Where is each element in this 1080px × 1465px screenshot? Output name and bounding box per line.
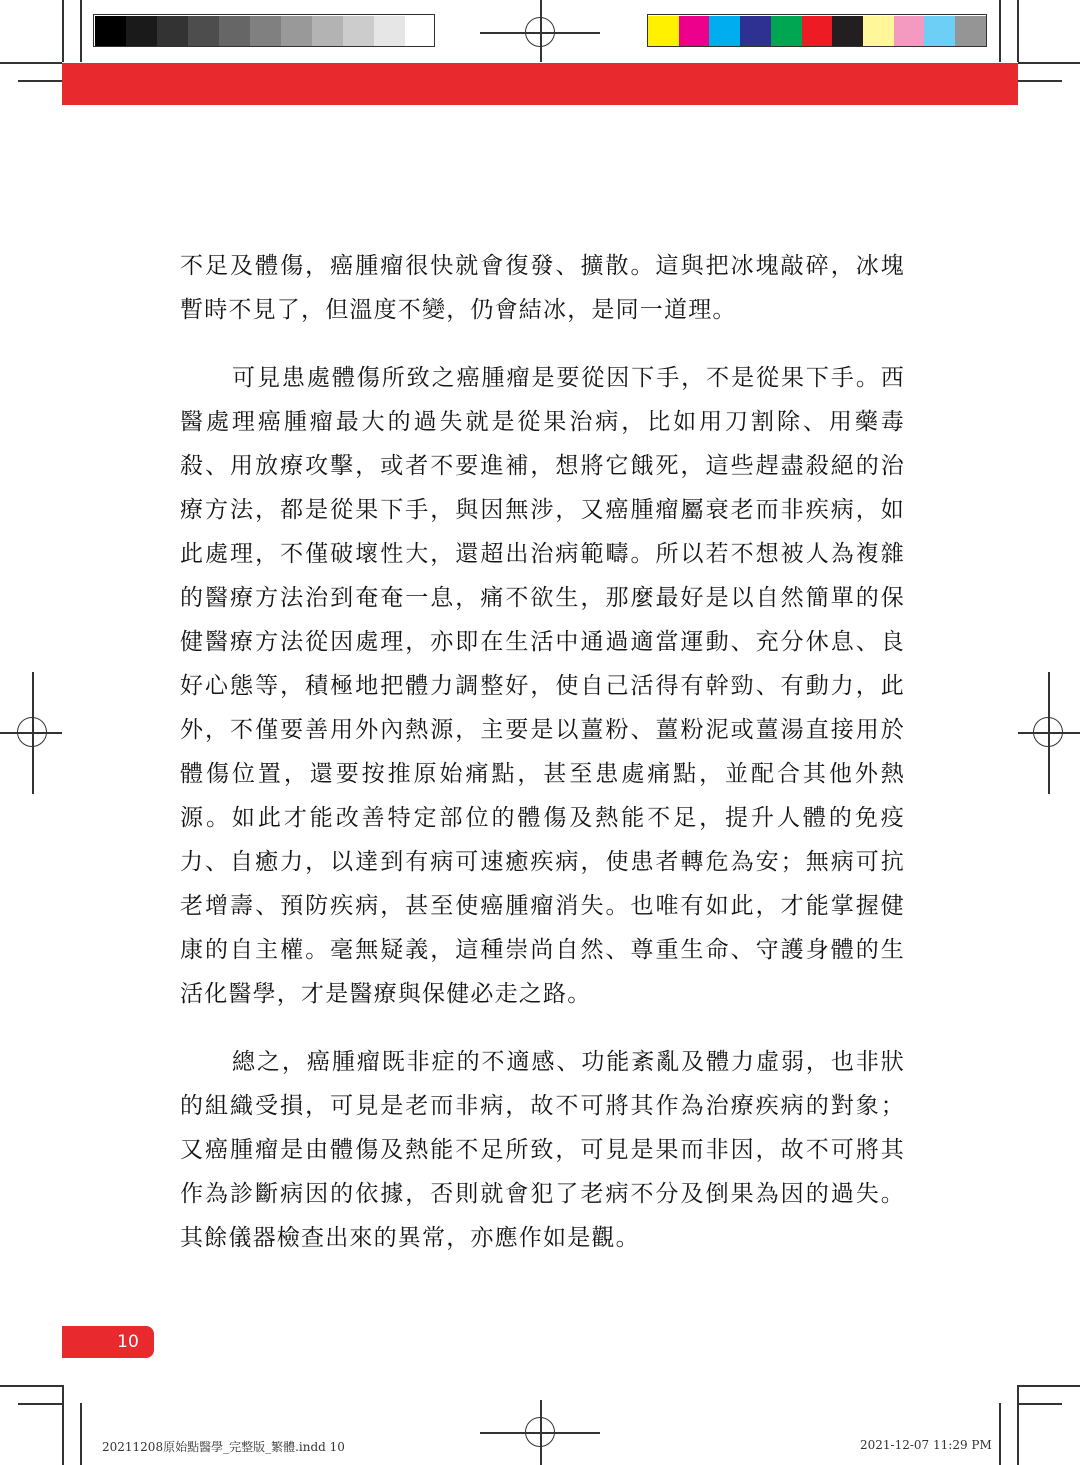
crop-mark bbox=[1018, 80, 1062, 82]
file-slug: 20211208原始點醫學_完整版_繁體.indd 10 bbox=[102, 1440, 345, 1454]
header-red-band bbox=[62, 63, 1018, 105]
paragraph-1: 不足及體傷，癌腫瘤很快就會復發、擴散。這與把冰塊敲碎，冰塊暫時不見了，但溫度不變，仍會結冰，是同一道理。 bbox=[180, 253, 905, 323]
registration-mark-icon bbox=[540, 0, 542, 62]
crop-mark bbox=[62, 1385, 64, 1465]
crop-mark bbox=[1017, 0, 1019, 62]
date-slug: 2021-12-07 11:29 PM bbox=[860, 1438, 992, 1452]
crop-mark bbox=[0, 62, 62, 64]
crop-mark bbox=[80, 1403, 82, 1465]
crop-mark bbox=[1018, 1385, 1080, 1387]
registration-mark-icon bbox=[32, 672, 34, 794]
page-number-badge: 10 bbox=[62, 1326, 154, 1358]
crop-mark bbox=[62, 0, 64, 62]
paragraph-3: 總之，癌腫瘤既非症的不適感、功能紊亂及體力虛弱，也非狀的組織受損，可見是老而非病，故不可將其作為治療疾病的對象；又癌腫瘤是由體傷及熱能不足所致，可見是果而非因，故不可將其作為診斷病因的依據，否則就會犯了老病不分及倒果為因的過失。其餘儀器檢查出來的異常，亦應作如是觀。 bbox=[180, 1049, 905, 1251]
color-bar-frame bbox=[647, 14, 987, 47]
crop-mark bbox=[1017, 1385, 1019, 1465]
crop-mark bbox=[999, 1403, 1001, 1465]
article-body bbox=[180, 244, 905, 1260]
registration-mark-icon bbox=[0, 732, 62, 734]
crop-mark bbox=[0, 1385, 62, 1387]
registration-mark-icon bbox=[540, 1400, 542, 1465]
crop-mark bbox=[999, 0, 1001, 62]
crop-mark bbox=[80, 0, 82, 62]
crop-mark bbox=[1018, 62, 1080, 64]
crop-mark bbox=[18, 80, 62, 82]
crop-mark bbox=[1018, 1403, 1062, 1405]
crop-mark bbox=[18, 1403, 62, 1405]
grayscale-bar-frame bbox=[93, 14, 435, 47]
paragraph-2: 可見患處體傷所致之癌腫瘤是要從因下手，不是從果下手。西醫處理癌腫瘤最大的過失就是從果治病，比如用刀割除、用藥毒殺、用放療攻擊，或者不要進補，想將它餓死，這些趕盡殺絕的治療方法，都是從果下手，與因無涉，又癌腫瘤屬衰老而非疾病，如此處理，不僅破壞性大，還超出治病範疇。所以若不想被人為複雜的醫療方法治到奄奄一息，痛不欲生，那麼最好是以自然簡單的保健醫療方法從因處理，亦即在生活中通過適當運動、充分休息、良好心態等，積極地把體力調整好，使自己活得有幹勁、有動力，此外，不僅要善用外內熱源，主要是以薑粉、薑粉泥或薑湯直接用於體傷位置，還要按推原始痛點，甚至患處痛點，並配合其他外熱源。如此才能改善特定部位的體傷及熱能不足，提升人體的免疫力、自癒力，以達到有病可速癒疾病，使患者轉危為安；無病可抗老增壽、預防疾病，甚至使癌腫瘤消失。也唯有如此，才能掌握健康的自主權。毫無疑義，這種崇尚自然、尊重生命、守護身體的生活化醫學，才是醫療與保健必走之路。 bbox=[180, 365, 905, 1007]
registration-mark-icon bbox=[1048, 672, 1050, 794]
